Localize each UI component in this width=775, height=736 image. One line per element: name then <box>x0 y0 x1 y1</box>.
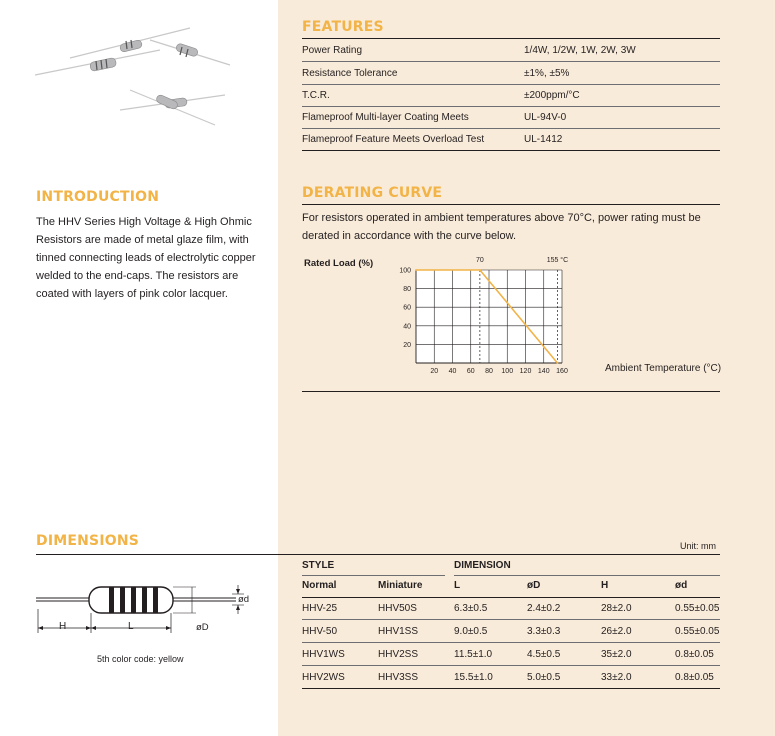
label-L: L <box>128 621 134 632</box>
column-header: H <box>601 580 609 591</box>
table-cell: HHV1SS <box>378 626 419 637</box>
table-cell: 33±2.0 <box>601 672 632 683</box>
introduction-heading: INTRODUCTION <box>36 189 160 205</box>
feature-label: Power Rating <box>302 45 363 56</box>
table-cell: HHV1WS <box>302 649 345 660</box>
table-cell: 26±2.0 <box>601 626 632 637</box>
label-H: H <box>59 621 67 632</box>
header-rule <box>302 597 720 598</box>
x-tick-label: 120 <box>519 368 532 375</box>
y-tick-label: 20 <box>403 341 411 349</box>
dimension-group-header: DIMENSION <box>454 560 511 571</box>
table-cell: 0.8±0.05 <box>675 672 714 683</box>
unit-label: Unit: mm <box>680 541 716 551</box>
dimensions-heading: DIMENSIONS <box>36 533 140 549</box>
label-d: ød <box>238 594 250 605</box>
table-cell: 0.55±0.05 <box>675 626 720 637</box>
features-heading: FEATURES <box>302 19 384 35</box>
feature-label: T.C.R. <box>302 90 330 101</box>
data-point <box>479 269 481 271</box>
derating-text: For resistors operated in ambient temperatures above 70°C, power rating must be derated in accordance with the curve below. <box>302 212 701 242</box>
feature-value: ±1%, ±5% <box>524 68 570 79</box>
annotation-label: 70 <box>475 257 484 264</box>
table-cell: 4.5±0.5 <box>527 649 561 660</box>
row-divider <box>302 619 720 620</box>
table-cell: 0.8±0.05 <box>675 649 714 660</box>
x-tick-label: 160 <box>556 368 568 375</box>
column-header: Miniature <box>378 580 423 591</box>
derating-heading: DERATING CURVE <box>302 185 443 201</box>
x-tick-label: 140 <box>537 368 550 375</box>
y-tick-label: 40 <box>403 323 411 331</box>
y-tick-label: 100 <box>399 267 411 275</box>
y-tick-label: 80 <box>403 286 411 294</box>
group-rule <box>454 575 720 576</box>
feature-value: UL-94V-0 <box>524 112 567 123</box>
group-rule <box>302 575 445 576</box>
resistors-photo <box>30 20 230 140</box>
row-divider <box>302 128 720 129</box>
color-code-note: 5th color code: yellow <box>97 654 184 664</box>
table-cell: 2.4±0.2 <box>527 603 561 614</box>
table-cell: HHV-25 <box>302 603 338 614</box>
label-D: øD <box>196 622 209 633</box>
x-tick-label: 100 <box>501 368 514 375</box>
dimensions-top-rule <box>36 554 720 555</box>
introduction-text: The HHV Series High Voltage & High Ohmic Resistors are made of metal glaze film, with tinned connecting leads of electrolytic copper welded to the end-caps. The resistors are coated with layers of pink color lacquer. <box>36 216 256 300</box>
row-divider <box>302 61 720 62</box>
x-tick-label: 20 <box>430 368 439 375</box>
x-tick-label: 40 <box>448 368 457 375</box>
column-header: øD <box>527 580 541 591</box>
row-divider <box>302 642 720 643</box>
feature-value: ±200ppm/°C <box>524 90 580 101</box>
data-point <box>557 362 559 364</box>
features-bottom-rule <box>302 150 720 151</box>
annotation-label: 155 °C <box>546 257 569 264</box>
row-divider <box>302 106 720 107</box>
x-tick-label: 60 <box>466 368 475 375</box>
table-cell: HHV50S <box>378 603 417 614</box>
data-point <box>415 269 417 271</box>
features-top-rule <box>302 38 720 39</box>
chart-xlabel: Ambient Temperature (°C) <box>605 363 722 374</box>
table-cell: 3.3±0.3 <box>527 626 561 637</box>
resistor-drawing <box>36 585 256 645</box>
derating-bottom-rule <box>302 391 720 392</box>
table-cell: 6.3±0.5 <box>454 603 488 614</box>
row-divider <box>302 84 720 85</box>
dimensions-bottom-rule <box>302 688 720 689</box>
feature-value: UL-1412 <box>524 134 563 145</box>
table-cell: 9.0±0.5 <box>454 626 488 637</box>
derating-top-rule <box>302 204 720 205</box>
feature-value: 1/4W, 1/2W, 1W, 2W, 3W <box>524 45 636 56</box>
style-group-header: STYLE <box>302 560 335 571</box>
feature-label: Flameproof Multi-layer Coating Meets <box>302 112 469 123</box>
chart-ylabel: Rated Load (%) <box>304 258 374 269</box>
y-tick-label: 60 <box>403 304 411 312</box>
table-cell: HHV-50 <box>302 626 338 637</box>
derating-chart <box>370 255 570 375</box>
feature-label: Flameproof Feature Meets Overload Test <box>302 134 485 145</box>
x-tick-label: 80 <box>485 368 493 375</box>
column-header: L <box>454 580 461 591</box>
table-cell: HHV3SS <box>378 672 419 683</box>
table-cell: 28±2.0 <box>601 603 632 614</box>
table-cell: HHV2WS <box>302 672 345 683</box>
table-cell: 15.5±1.0 <box>454 672 493 683</box>
table-cell: 0.55±0.05 <box>675 603 720 614</box>
table-cell: 11.5±1.0 <box>454 649 493 660</box>
row-divider <box>302 665 720 666</box>
column-header: Normal <box>302 580 337 591</box>
table-cell: 5.0±0.5 <box>527 672 561 683</box>
column-header: ød <box>675 580 688 591</box>
table-cell: HHV2SS <box>378 649 419 660</box>
feature-label: Resistance Tolerance <box>302 68 398 79</box>
table-cell: 35±2.0 <box>601 649 632 660</box>
